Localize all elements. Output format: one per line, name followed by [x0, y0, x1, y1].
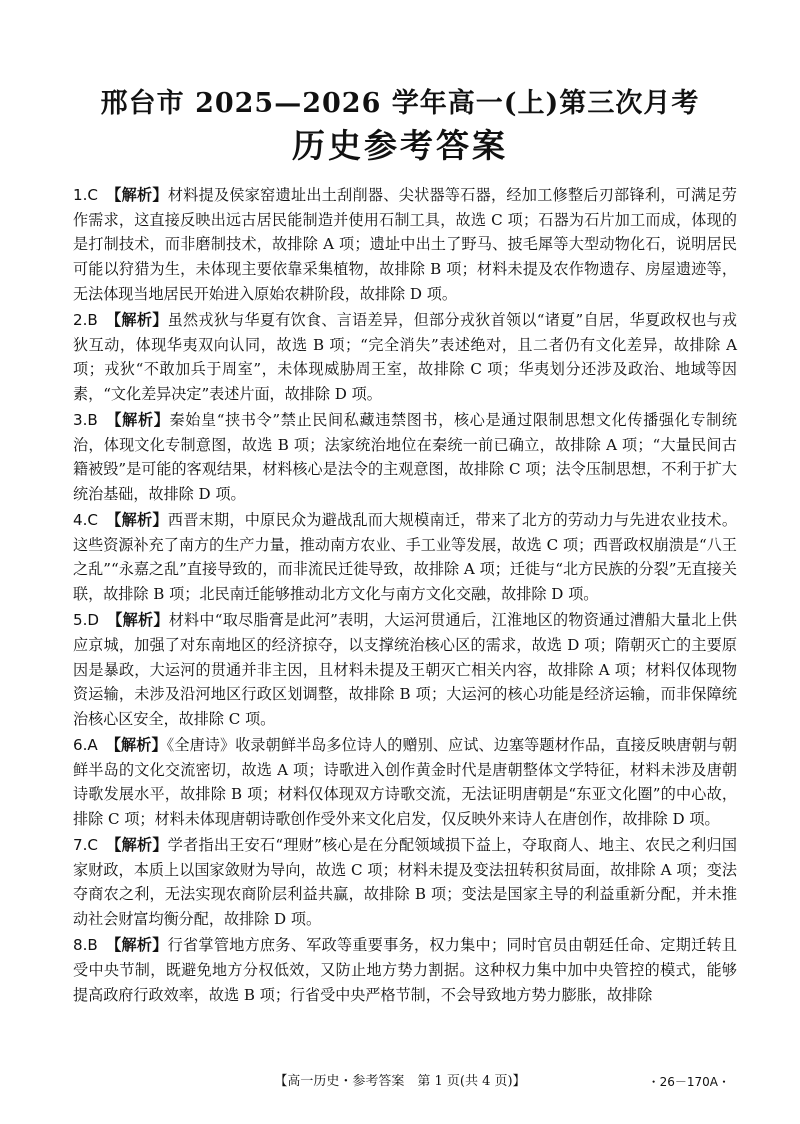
page-footer [0, 1072, 800, 1092]
question-answer: C [87, 186, 98, 204]
analysis-text: 行省掌管地方庶务、军政等重要事务，权力集中；同时官员由朝廷任命、定期迁转且受中央节制，既避免地方分权低效，又防止地方势力割据。这种权力集中加中央管控的模式，能够提高政府行政效率，故选 B 项；行省受中央严格节制，不会导致地方势力膨胀，故排除 [73, 936, 737, 1004]
question-7 [73, 833, 737, 932]
question-number: 6. [73, 735, 88, 754]
analysis-text: 西晋末期，中原民众为避战乱而大规模南迁，带来了北方的劳动力与先进农业技术。这些资源补充了南方的生产力量，推动南方农业、手工业等发展，故选 C 项；西晋政权崩溃是“八王之乱”“永嘉之乱”直接导致的，而非流民迁徙导致，故排除 A 项；迁徙与“北方民族的分裂”无直接关联，故排除 B 项；北民南迁能够推动北方文化与南方文化交融，故排除 D 项。 [73, 511, 737, 604]
analysis-text: 学者指出王安石“理财”核心是在分配领域损下益上，夺取商人、地主、农民之利归国家财政，本质上以国家敛财为导向，故选 C 项；材料未提及变法扭转积贫局面，故排除 A 项；变法夺商农之利，无法实现农商阶层利益共赢，故排除 B 项；变法是国家主导的利益重新分配，并未推动社会财富均衡分配，故排除 D 项。 [73, 836, 737, 929]
answer-key-title: 历史参考答案 [292, 126, 508, 165]
footer-page-info: 【高一历史・参考答案 第 1 页(共 4 页)】 [274, 1074, 526, 1089]
analysis-label: 【解析】 [105, 936, 168, 955]
footer-code: ・26－170A・ [647, 1075, 730, 1089]
analysis-text: 虽然戎狄与华夏有饮食、言语差异，但部分戎狄首领以“诸夏”自居，华夏政权也与戎狄互动，体现华夷双向认同，故选 B 项；“完全消失”表述绝对，且二者仍有文化差异，故排除 A 项；戎狄“不敢加兵于周室”，未体现威胁周王室，故排除 C 项；华夷划分还涉及政治、地域等因素，“文化差异决定”表述片面，故排除 D 项。 [73, 310, 737, 403]
question-number: 8. [73, 936, 88, 955]
answer-list [73, 183, 737, 1009]
question-answer: B [87, 936, 98, 955]
exam-title: 邢台市 2025—2026 学年高一(上)第三次月考 [100, 88, 700, 119]
question-answer: C [87, 511, 98, 530]
question-answer: D [87, 611, 100, 630]
analysis-label: 【解析】 [105, 836, 168, 855]
analysis-text: 材料中“取尽脂膏是此河”表明，大运河贯通后，江淮地区的物资通过漕船大量北上供应京城，加强了对东南地区的经济掠夺，以支撑统治核心区的需求，故选 D 项；隋朝灭亡的主要原因是暴政，大运河的贯通并非主因，且材料未提及王朝灭亡相关内容，故排除 A 项；材料仅体现物资运输，未涉及沿河地区行政区划调整，故排除 B 项；大运河的核心功能是经济运输，而非保障统治核心区安全，故排除 C 项。 [73, 611, 737, 728]
question-4 [73, 508, 737, 607]
analysis-text: 秦始皇“挟书令”禁止民间私藏违禁图书，核心是通过限制思想文化传播强化专制统治，体现文化专制意图，故选 B 项；法家统治地位在秦统一前已确立，故排除 A 项；“大量民间古籍被毁”是可能的客观结果，材料核心是法令的主观意图，故排除 C 项；法令压制思想，不利于扩大统治基础，故排除 D 项。 [73, 410, 737, 504]
analysis-label: 【解析】 [105, 735, 167, 754]
question-answer: C [87, 836, 98, 855]
analysis-label: 【解析】 [105, 310, 168, 329]
question-8 [73, 933, 737, 1007]
question-number: 7. [73, 836, 88, 855]
question-answer: B [87, 410, 98, 429]
question-1 [73, 183, 737, 307]
analysis-text: 《全唐诗》收录朝鲜半岛多位诗人的赠别、应试、边塞等题材作品，直接反映唐朝与朝鲜半岛的文化交流密切，故选 A 项；诗歌进入创作黄金时代是唐朝整体文学特征，材料未涉及唐朝诗歌发展水平，故排除 B 项；材料仅体现双方诗歌交流，无法证明唐朝是“东亚文化圈”的中心故，排除 C 项；材料未体现唐朝诗歌创作受外来文化启发，仅反映外来诗人在唐创作，故排除 D 项。 [73, 735, 737, 829]
question-number: 4. [73, 511, 88, 530]
question-5 [73, 608, 737, 732]
question-number: 3. [73, 410, 88, 429]
analysis-label: 【解析】 [105, 511, 168, 530]
question-number: 5. [73, 611, 88, 630]
question-6 [73, 733, 737, 832]
analysis-label: 【解析】 [107, 611, 169, 630]
question-3 [73, 408, 737, 507]
analysis-text: 材料提及侯家窑遗址出土刮削器、尖状器等石器，经加工修整后刃部锋利，可满足劳作需求，这直接反映出远古居民能制造并使用石制工具，故选 C 项；石器为石片加工而成，体现的是打制技术，而非磨制技术，故排除 A 项；遗址中出土了野马、披毛犀等大型动物化石，说明居民可能以狩猎为生，未体现主要依靠采集植物，故排除 B 项；材料未提及农作物遗存、房屋遗迹等，无法体现当地居民开始进入原始农耕阶段，故排除 D 项。 [73, 186, 737, 303]
question-number: 2. [73, 310, 88, 329]
analysis-label: 【解析】 [105, 410, 170, 429]
question-answer: B [87, 310, 98, 329]
question-answer: A [87, 735, 98, 754]
question-2 [73, 308, 737, 407]
question-number: 1. [73, 186, 88, 204]
analysis-label: 【解析】 [105, 186, 168, 204]
